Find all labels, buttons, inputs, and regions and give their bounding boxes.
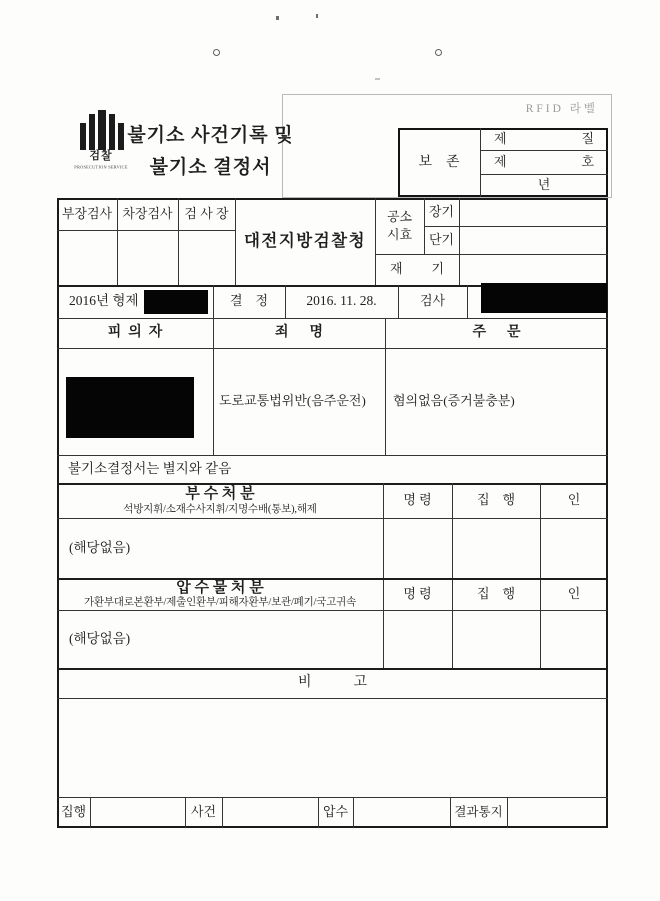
- redaction-case-number: [144, 290, 208, 314]
- ancillary-subtitle: 석방지휘/소재수사지휘/지명수배(통보),해제: [123, 504, 317, 516]
- redaction-suspect-name: [66, 377, 194, 438]
- ancillary-order-header: 명 령: [403, 492, 432, 508]
- chief-prosecutor-header: 부장검사: [61, 205, 113, 221]
- resume-label-left: 재: [390, 261, 403, 277]
- prosecutor-general-header: 검 사 장: [184, 205, 229, 221]
- footer-execution-label: 집행: [60, 804, 87, 820]
- table-line: [507, 797, 508, 828]
- scan-speck: [213, 49, 220, 56]
- redaction-prosecutor-name: [481, 283, 607, 313]
- ancillary-title: 부 수 처 분: [185, 486, 255, 503]
- scan-speck: [316, 14, 318, 18]
- table-line: [353, 797, 354, 828]
- ancillary-seal-header: 인: [567, 492, 581, 508]
- seized-subtitle: 가환부대로본환부/제출인환부/피해자환부/보관/폐기/국고귀속: [83, 597, 357, 609]
- logo-korean-text: 검찰: [89, 149, 113, 162]
- table-line: [57, 698, 608, 699]
- logo-english-text: PROSECUTION SERVICE: [74, 164, 128, 170]
- year-label: 년: [537, 177, 551, 193]
- short-term-label: 단기: [428, 231, 455, 247]
- disposition-header: 주 문: [472, 325, 521, 341]
- number-label-left: 제: [494, 153, 507, 169]
- table-line: [222, 797, 223, 828]
- table-line: [57, 230, 235, 231]
- scan-speck: [435, 49, 442, 56]
- deputy-chief-header: 차장검사: [122, 205, 173, 221]
- prosecutor-label: 검사: [419, 293, 446, 309]
- remarks-header: 비 고: [297, 675, 368, 691]
- seized-seal-header: 인: [567, 585, 581, 601]
- table-line: [90, 797, 91, 828]
- material-label-left: 제: [494, 130, 507, 146]
- resume-label-right: 기: [431, 261, 444, 277]
- charge-value: 도로교통법위반(음주운전): [219, 393, 366, 409]
- ancillary-execution-header: 집 행: [476, 492, 516, 508]
- preservation-label: 보 존: [418, 154, 460, 170]
- number-label-right: 호: [581, 153, 594, 169]
- document-title-line1: 불기소 사건기록 및: [127, 124, 294, 146]
- ancillary-value: (해당없음): [69, 539, 131, 555]
- seized-title: 압 수 물 처 분: [176, 580, 264, 597]
- district-office-name: 대전지방검찰청: [243, 231, 367, 251]
- decision-date: 2016. 11. 28.: [306, 293, 377, 309]
- statute-of-limitations-label-line2: 시효: [386, 227, 413, 242]
- case-number-prefix: 2016년 형제: [69, 293, 139, 309]
- footer-result-notice-label: 결과통지: [454, 804, 503, 819]
- seized-execution-header: 집 행: [476, 585, 516, 601]
- scan-speck: [375, 78, 380, 80]
- scan-speck: [276, 16, 279, 20]
- disposition-value: 혐의없음(증거불충분): [393, 393, 515, 409]
- statute-of-limitations-label-line1: 공소: [386, 208, 413, 224]
- rfid-label-text: RFID 라벨: [525, 102, 598, 115]
- decision-label: 결 정: [229, 293, 269, 309]
- charge-header: 죄 명: [274, 325, 324, 341]
- seized-order-header: 명 령: [403, 585, 432, 601]
- long-term-label: 장기: [428, 203, 455, 219]
- table-line: [459, 198, 460, 285]
- material-label-right: 질: [581, 130, 594, 146]
- attachment-note: 불기소결정서는 별지와 같음: [68, 460, 232, 476]
- seized-value: (해당없음): [69, 630, 131, 646]
- footer-seizure-label: 압수: [322, 804, 349, 820]
- document-title-line2: 불기소 결정서: [149, 156, 272, 178]
- table-line: [467, 285, 468, 318]
- suspect-header: 피 의 자: [107, 325, 163, 341]
- footer-case-label: 사건: [190, 804, 217, 820]
